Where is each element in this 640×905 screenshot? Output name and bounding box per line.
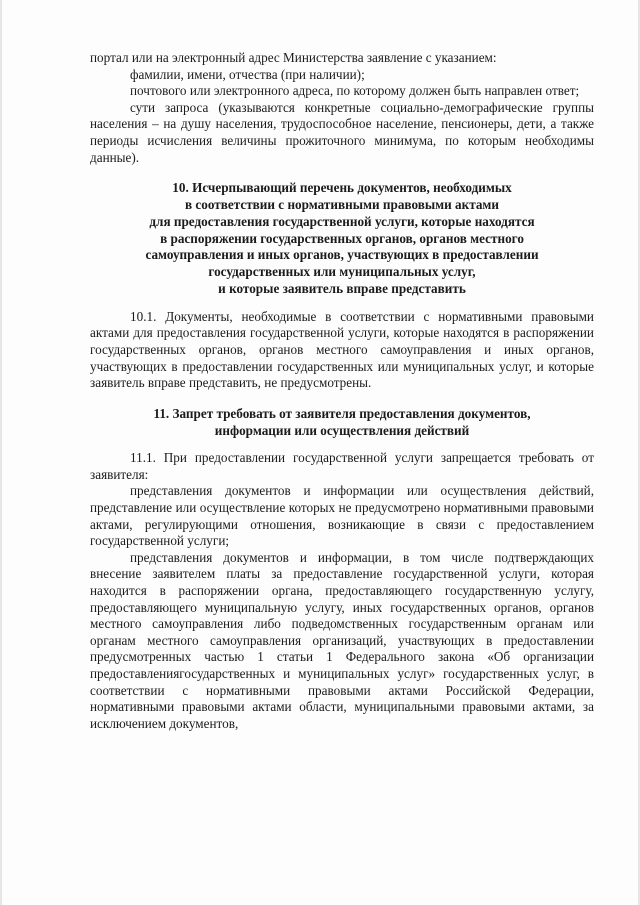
intro-line: портал или на электронный адрес Министерства заявление с указанием: <box>90 50 497 65</box>
section-11-heading <box>90 406 594 440</box>
spacer <box>90 392 594 406</box>
intro-item-name: фамилии, имени, отчества (при наличии); <box>130 66 365 82</box>
paragraph-11-1-item-1: представления документов и информации или осуществления действий, представление или осуществление которых не предусмотрено нормативными правовыми актами, регулирующими отношения, возникающие в связи с предоставлением государственной услуги; <box>90 483 594 549</box>
section-10-heading-line: государственных или муниципальных услуг, <box>208 264 476 280</box>
section-11-heading-line: информации или осуществления действий <box>214 422 470 438</box>
paragraph-11-1: 11.1. При предоставлении государственной услуги запрещается требовать от заявителя: <box>90 450 594 482</box>
document-body <box>90 50 594 732</box>
section-10-heading-line: самоуправления и иных органов, участвующих в предоставлении <box>145 247 539 263</box>
section-10-heading-line: 10. Исчерпывающий перечень документов, необходимых <box>172 180 512 196</box>
section-10-heading-line: в распоряжении государственных органов, органов местного <box>160 230 524 246</box>
spacer <box>90 439 594 450</box>
section-10-heading-line: в соответствии с нормативными правовыми актами <box>184 196 500 212</box>
section-11-heading-line: 11. Запрет требовать от заявителя предоставления документов, <box>153 405 531 421</box>
section-10-heading <box>90 180 594 298</box>
intro-item-request: сути запроса (указываются конкретные социально-демографические группы населения – на душу населения, трудоспособное население, пенсионеры, дети, а также периоды исчисления величины прожиточного минимума, по которым необходимы данные). <box>90 99 594 165</box>
spacer <box>90 166 594 180</box>
spacer <box>90 298 594 309</box>
paragraph-11-1-item-2: представления документов и информации, в том числе подтверждающих внесение заявителем платы за предоставление государственной услуги, которая находится в распоряжении органа, предоставляющего государственную услугу, предоставляющего муниципальную услугу, иных государственных органов, органов местного самоуправления либо подведомственных государственным органам или органам местного самоуправления организаций, участвующих в предоставлении предусмотренных частью 1 статьи 1 Федерального закона «Об организации предоставлениягосударственных и муниципальных услуг» государственных услуг, в соответствии с нормативными правовыми актами Российской Федерации, нормативными правовыми актами области, муниципальными правовыми актами, за исключением документов, <box>90 549 594 731</box>
section-10-heading-line: для предоставления государственной услуги, которые находятся <box>149 213 535 229</box>
paragraph-10-1: 10.1. Документы, необходимые в соответствии с нормативными правовыми актами для предоставления государственной услуги, которые находятся в распоряжении государственных органов, органов местного самоуправления и иных органов, участвующих в предоставлении государственных или муниципальных услуг, и которые заявитель вправе представить, не предусмотрены. <box>90 308 594 391</box>
intro-item-address: почтового или электронного адреса, по которому должен быть направлен ответ; <box>130 83 580 99</box>
section-10-heading-line: и которые заявитель вправе представить <box>218 280 466 296</box>
